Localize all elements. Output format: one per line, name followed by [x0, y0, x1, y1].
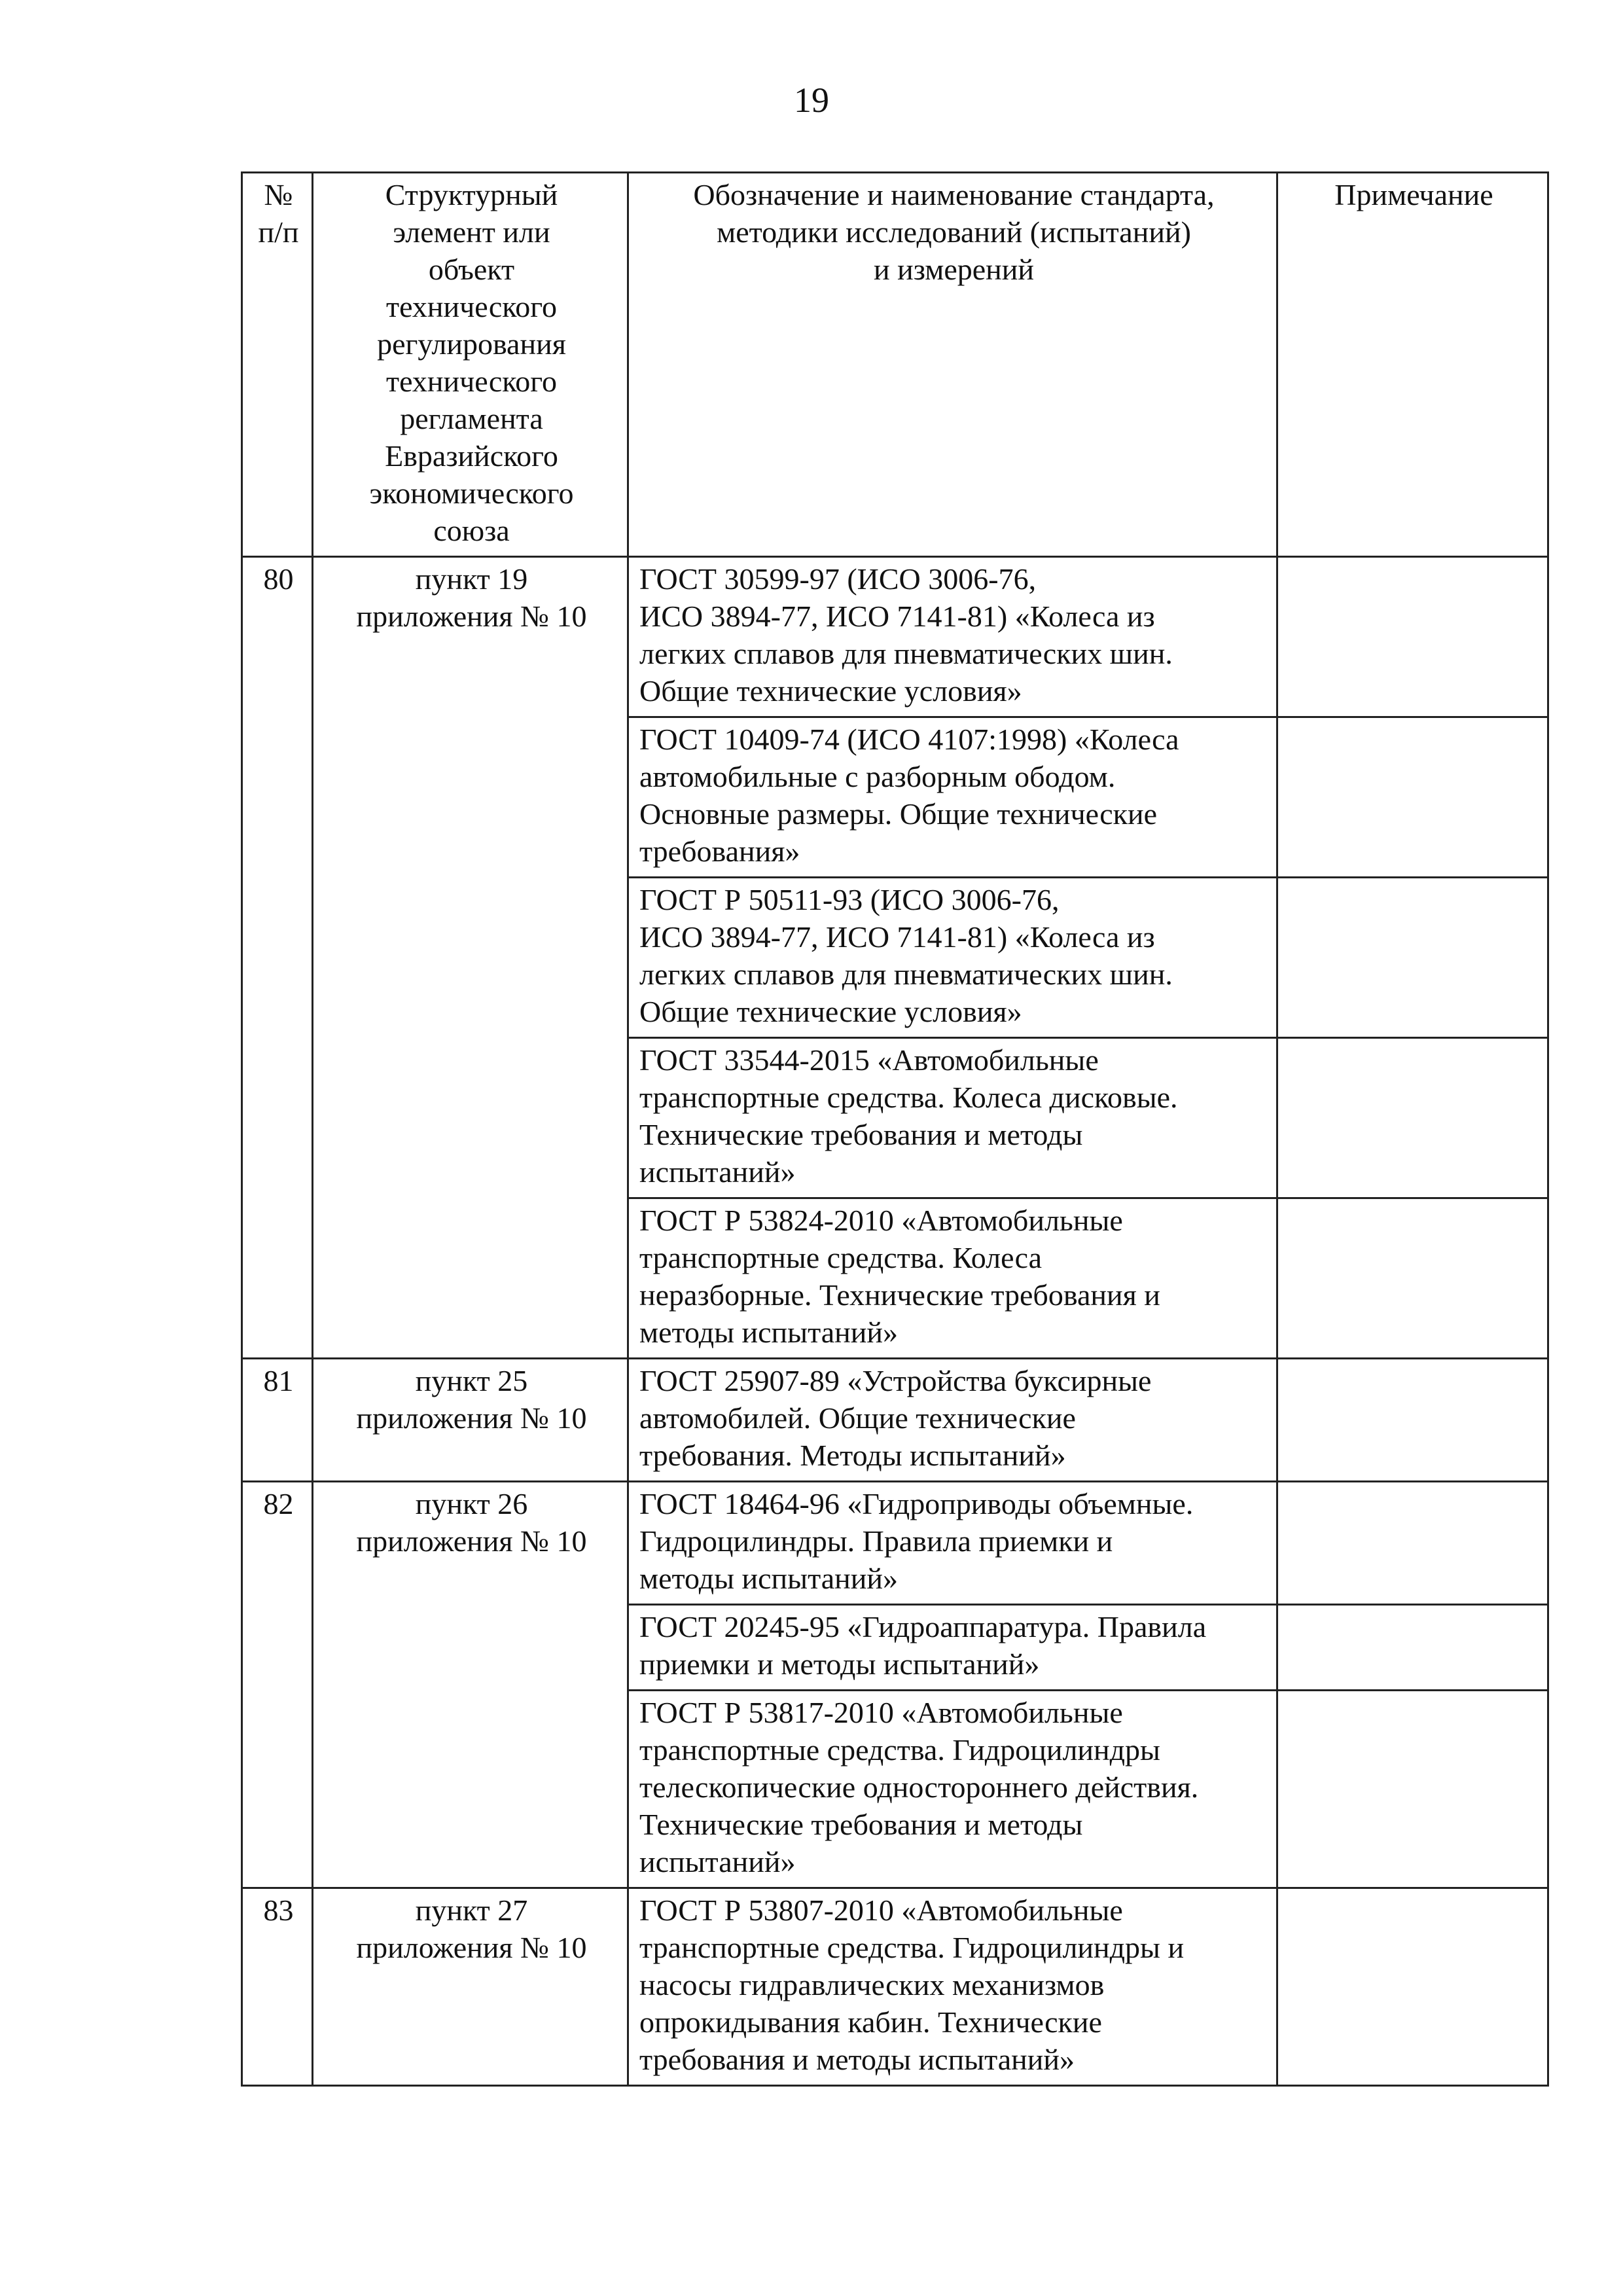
standards-table — [241, 171, 1549, 2087]
note-cell — [1277, 557, 1548, 717]
row-number: 80 — [242, 557, 313, 1359]
note-cell — [1277, 1359, 1548, 1482]
table-body — [242, 557, 1548, 2086]
standard-cell: ГОСТ 30599-97 (ИСО 3006-76, ИСО 3894-77, ИСО 7141-81) «Колеса из легких сплавов для пневматических шин. Общие технические условия» — [628, 557, 1277, 717]
structural-element: пункт 27 приложения № 10 — [313, 1888, 628, 2086]
note-cell — [1277, 1482, 1548, 1605]
header-num: № п/п — [242, 173, 313, 557]
structural-element: пункт 26 приложения № 10 — [313, 1482, 628, 1888]
standard-cell: ГОСТ 10409-74 (ИСО 4107:1998) «Колеса автомобильные с разборным ободом. Основные размеры. Общие технические требования» — [628, 717, 1277, 878]
table-row — [242, 557, 1548, 717]
standard-cell: ГОСТ Р 53824-2010 «Автомобильные транспортные средства. Колеса неразборные. Технические требования и методы испытаний» — [628, 1198, 1277, 1359]
note-cell — [1277, 1888, 1548, 2086]
page-number: 19 — [794, 81, 829, 120]
note-cell — [1277, 878, 1548, 1038]
table-row — [242, 1359, 1548, 1482]
note-cell — [1277, 717, 1548, 878]
standard-cell: ГОСТ 20245-95 «Гидроаппаратура. Правила приемки и методы испытаний» — [628, 1605, 1277, 1691]
table-header-row — [242, 173, 1548, 557]
header-standard: Обозначение и наименование стандарта, методики исследований (испытаний) и измерений — [628, 173, 1277, 557]
standard-cell: ГОСТ 18464-96 «Гидроприводы объемные. Гидроцилиндры. Правила приемки и методы испытаний» — [628, 1482, 1277, 1605]
structural-element: пункт 25 приложения № 10 — [313, 1359, 628, 1482]
structural-element: пункт 19 приложения № 10 — [313, 557, 628, 1359]
row-number: 81 — [242, 1359, 313, 1482]
header-note: Примечание — [1277, 173, 1548, 557]
note-cell — [1277, 1198, 1548, 1359]
note-cell — [1277, 1605, 1548, 1691]
standard-cell: ГОСТ Р 50511-93 (ИСО 3006-76, ИСО 3894-77, ИСО 7141-81) «Колеса из легких сплавов для пневматических шин. Общие технические условия» — [628, 878, 1277, 1038]
row-number: 82 — [242, 1482, 313, 1888]
standard-cell: ГОСТ 25907-89 «Устройства буксирные автомобилей. Общие технические требования. Методы испытаний» — [628, 1359, 1277, 1482]
standard-cell: ГОСТ 33544-2015 «Автомобильные транспортные средства. Колеса дисковые. Технические требования и методы испытаний» — [628, 1038, 1277, 1198]
header-element: Структурный элемент или объект технического регулирования технического регламента Евразийского экономического союза — [313, 173, 628, 557]
table-row — [242, 1888, 1548, 2086]
note-cell — [1277, 1691, 1548, 1888]
standard-cell: ГОСТ Р 53817-2010 «Автомобильные транспортные средства. Гидроцилиндры телескопические одностороннего действия. Технические требования и методы испытаний» — [628, 1691, 1277, 1888]
table-row — [242, 1482, 1548, 1605]
note-cell — [1277, 1038, 1548, 1198]
row-number: 83 — [242, 1888, 313, 2086]
standard-cell: ГОСТ Р 53807-2010 «Автомобильные транспортные средства. Гидроцилиндры и насосы гидравлических механизмов опрокидывания кабин. Технические требования и методы испытаний» — [628, 1888, 1277, 2086]
